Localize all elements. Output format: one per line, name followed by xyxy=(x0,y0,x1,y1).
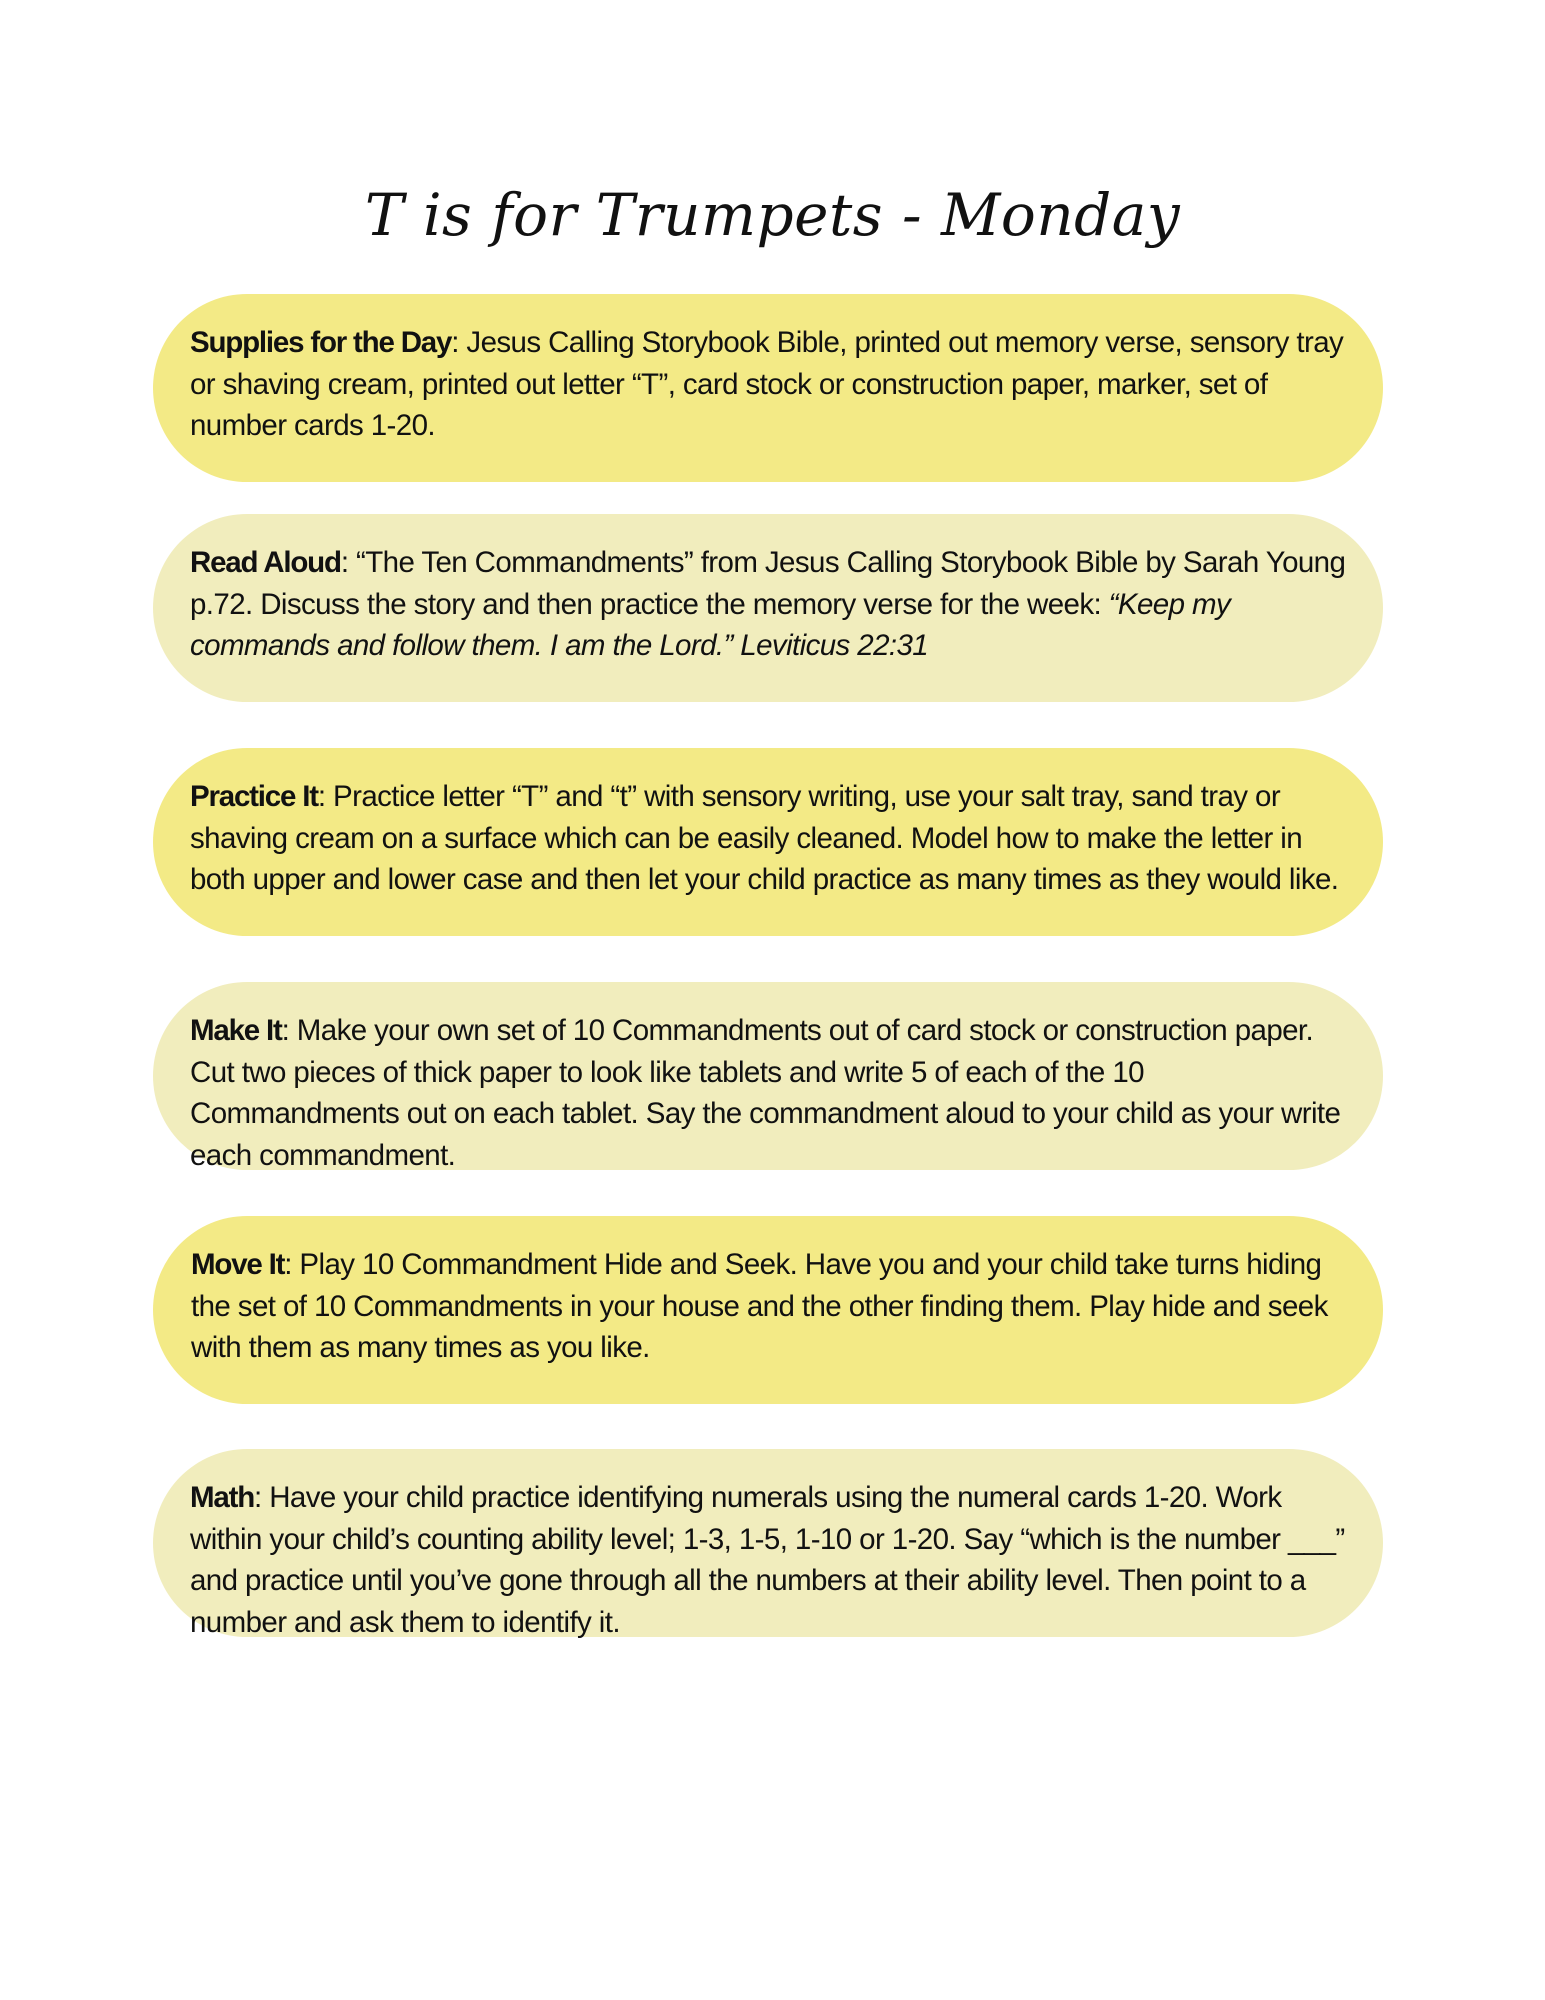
read-aloud-heading: Read Aloud xyxy=(190,546,341,579)
practice-it-heading: Practice It xyxy=(190,780,318,813)
math-card xyxy=(153,1449,1383,1637)
supplies-card xyxy=(153,294,1383,482)
move-it-text: : Play 10 Commandment Hide and Seek. Have you and your child take turns hiding the set of 10 Commandments in your house and the other finding them. Play hide and seek with them as many times as you like. xyxy=(191,1248,1328,1364)
practice-it-card xyxy=(153,748,1383,936)
make-it-text: : Make your own set of 10 Commandments out of card stock or construction paper. Cut two pieces of thick paper to look like tablets and write 5 of each of the 10 Commandments out on each tablet. Say the commandment aloud to your child as your write each commandment. xyxy=(190,1014,1341,1172)
move-it-heading: Move It xyxy=(191,1248,285,1281)
practice-it-text: : Practice letter “T” and “t” with sensory writing, use your salt tray, sand tray or shaving cream on a surface which can be easily cleaned. Model how to make the letter in both upper and lower case and then let your child practice as many times as they would like. xyxy=(190,780,1339,896)
make-it-card xyxy=(153,982,1383,1170)
move-it-card xyxy=(153,1216,1383,1404)
make-it-heading: Make It xyxy=(190,1014,282,1047)
read-aloud-card xyxy=(153,514,1383,702)
memory-verse: “Keep my commands and follow them. I am the Lord.” Leviticus 22:31 xyxy=(190,587,1231,662)
supplies-text: : Jesus Calling Storybook Bible, printed out memory verse, sensory tray or shaving cream, printed out letter “T”, card stock or construction paper, marker, set of number cards 1-20. xyxy=(190,326,1344,442)
read-aloud-text: : “The Ten Commandments” from Jesus Calling Storybook Bible by Sarah Young p.72. Discuss the story and then practice the memory verse for the week: xyxy=(190,546,1346,621)
page-title: T is for Trumpets - Monday xyxy=(364,181,1181,249)
math-heading: Math xyxy=(190,1481,255,1514)
math-text: : Have your child practice identifying numerals using the numeral cards 1-20. Work within your child’s counting ability level; 1-3, 1-5, 1-10 or 1-20. Say “which is the number ___” and practice until you’ve gone through all the numbers at their ability level. Then point to a number and ask them to identify it. xyxy=(190,1481,1345,1639)
supplies-heading: Supplies for the Day xyxy=(190,326,452,359)
